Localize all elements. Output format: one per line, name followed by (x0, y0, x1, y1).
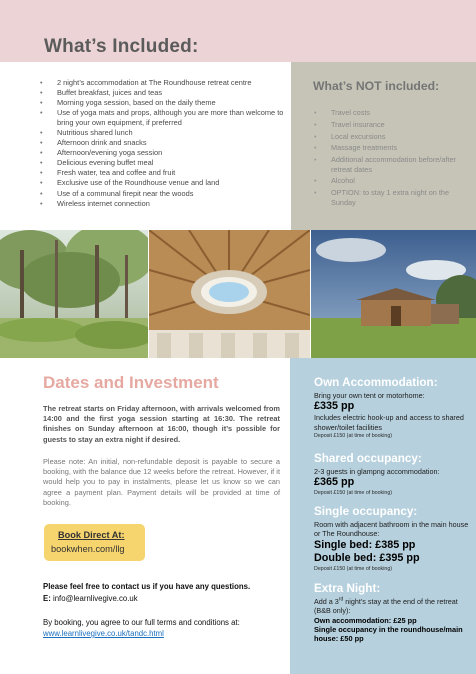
woodland-photo (0, 230, 148, 358)
list-item: • 2 night’s accommodation at The Roundhouse retreat centre (34, 78, 284, 88)
email-line (43, 594, 138, 603)
shared-occupancy-deposit: Deposit £150 (at time of booking) (314, 490, 393, 497)
single-occupancy-desc: Room with adjacent bathroom in the main house or The Roundhouse: (314, 520, 469, 539)
pricing-panel (290, 358, 476, 674)
list-item: • Massage treatments (308, 143, 468, 153)
list-item: • Local excursions (308, 132, 468, 142)
terms-text: By booking, you agree to our full terms and conditions at: (43, 618, 240, 627)
dates-title: Dates and Investment (43, 373, 219, 392)
book-direct-button[interactable] (44, 524, 145, 561)
single-bed-price: Single bed: £385 pp (314, 538, 416, 551)
not-included-title: What’s NOT included: (313, 79, 440, 93)
roundhouse-photo (311, 230, 476, 358)
shared-occupancy-price: £365 pp (314, 476, 355, 489)
list-item: • Wireless internet connection (34, 199, 284, 209)
deposit-note-text: Please note: An initial, non-refundable deposit is payable to secure a booking, with the balance due 12 weeks before the retreat. However, if it would help you to pay in instalments, please let us know so we can agree a payment plan. Payment details will be provided at time of booking. (43, 457, 280, 507)
list-item: • Exclusive use of the Roundhouse venue and land (34, 178, 284, 188)
own-accommodation-block (314, 376, 472, 440)
list-item: • Travel costs (308, 108, 468, 118)
extra-night-title: Extra Night: (314, 582, 381, 595)
own-accommodation-price: £335 pp (314, 400, 355, 413)
booking-link[interactable]: bookwhen.com/llg (51, 544, 125, 554)
own-accommodation-includes: Includes electric hook-up and access to shared shower/toilet facilities (314, 413, 464, 432)
dates-section (0, 358, 290, 674)
list-item: • Morning yoga session, based on the daily theme (34, 98, 284, 108)
list-item: • Additional accommodation before/after retreat dates (308, 155, 468, 174)
photo-strip (0, 230, 476, 358)
own-accommodation-desc: Bring your own tent or motorhome: (314, 391, 425, 400)
list-item: • OPTION: to stay 1 extra night on the Sunday (308, 188, 468, 207)
list-item: • Alcohol (308, 176, 468, 186)
extra-night-desc: Add a 3rd night’s stay at the end of the retreat (B&B only): (314, 596, 458, 616)
not-included-section (291, 62, 476, 230)
own-accommodation-title: Own Accommodation: (314, 376, 438, 389)
single-occupancy-block (314, 505, 472, 573)
header-band (0, 0, 476, 62)
list-item: • Use of yoga mats and props, although you are more than welcome to bring your own equipment, if preferred (34, 108, 284, 127)
shared-occupancy-title: Shared occupancy: (314, 452, 422, 465)
included-list (34, 78, 284, 209)
included-section (0, 62, 291, 230)
list-item: • Afternoon drink and snacks (34, 138, 284, 148)
own-accommodation-deposit: Deposit £150 (at time of booking) (314, 433, 393, 440)
not-included-list (308, 108, 468, 210)
yurt-ceiling-photo (149, 230, 310, 358)
extra-night-single-price: Single occupancy in the roundhouse/main house: £50 pp (314, 625, 463, 644)
single-occupancy-deposit: Deposit £150 (at time of booking) (314, 565, 393, 572)
page-title: What’s Included: (44, 36, 199, 57)
single-occupancy-title: Single occupancy: (314, 505, 418, 518)
double-bed-price: Double bed: £395 pp (314, 551, 420, 564)
list-item: • Buffet breakfast, juices and teas (34, 88, 284, 98)
shared-occupancy-block (314, 452, 472, 497)
email-link[interactable]: info@learnlivegive.co.uk (52, 594, 138, 603)
list-item: • Travel insurance (308, 120, 468, 130)
extra-night-block (314, 582, 472, 643)
extra-night-own-price: Own accommodation: £25 pp (314, 615, 417, 625)
retreat-schedule-text: The retreat starts on Friday afternoon, with arrivals welcomed from 14:00 and the first yoga session starting at 16:30. The retreat finishes on Sunday afternoon at 16:00, though it’s possible for guests to stay an extra night if desired. (43, 404, 280, 444)
list-item: • Nutritious shared lunch (34, 128, 284, 138)
list-item: • Fresh water, tea and coffee and fruit (34, 168, 284, 178)
list-item: • Use of a communal firepit near the woods (34, 189, 284, 199)
list-item: • Delicious evening buffet meal (34, 158, 284, 168)
shared-occupancy-desc: 2-3 guests in glampng accommodation: (314, 467, 440, 476)
book-direct-label: Book Direct At: (58, 530, 125, 540)
email-label: E: (43, 594, 51, 603)
list-item: • Afternoon/evening yoga session (34, 148, 284, 158)
contact-text: Please feel free to contact us if you have any questions. (43, 582, 251, 591)
terms-link[interactable]: www.learnlivegive.co.uk/tandc.html (43, 629, 164, 638)
